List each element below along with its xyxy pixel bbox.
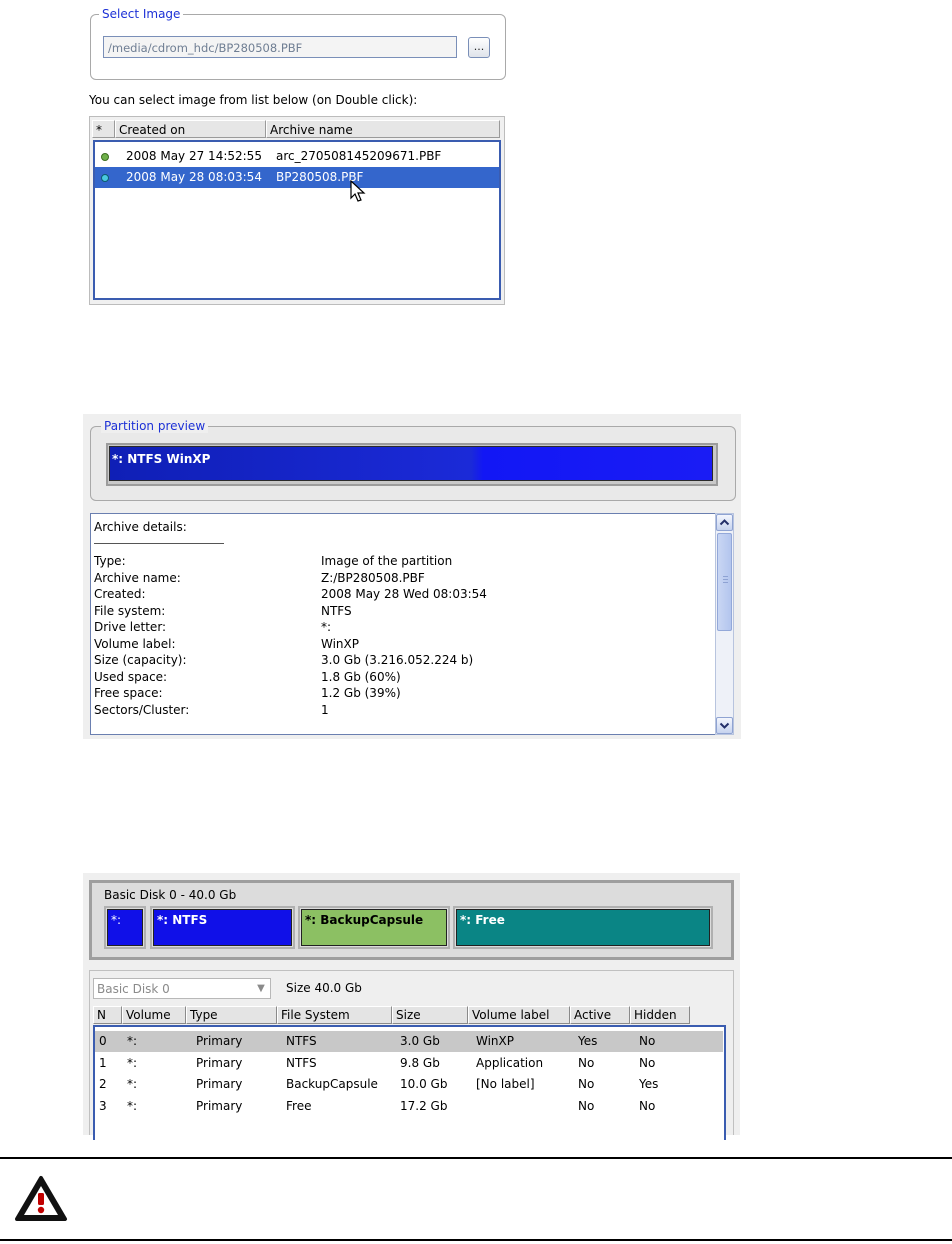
divider <box>94 543 224 544</box>
table-cell-hidden: Yes <box>639 1077 659 1091</box>
detail-label: Free space: <box>94 686 163 700</box>
table-cell-n: 0 <box>99 1034 107 1048</box>
column-header-volume[interactable]: Volume <box>122 1006 186 1024</box>
segment-label: *: <box>111 913 122 927</box>
detail-value: NTFS <box>321 603 352 618</box>
detail-label: Used space: <box>94 669 168 684</box>
table-cell-n: 2 <box>99 1077 107 1091</box>
table-cell-n: 3 <box>99 1098 107 1113</box>
table-cell-hidden: No <box>639 1098 656 1113</box>
table-cell-label: Application <box>476 1055 544 1070</box>
scroll-down-button[interactable] <box>716 717 733 734</box>
scroll-thumb[interactable] <box>717 533 732 631</box>
mouse-cursor-icon <box>350 180 366 204</box>
archive-details-title: Archive details: <box>94 520 187 534</box>
column-header-hidden[interactable]: Hidden <box>630 1006 690 1024</box>
scroll-up-button[interactable] <box>716 514 733 531</box>
disk-segment-0[interactable] <box>104 906 146 949</box>
select-image-legend: Select Image <box>99 7 183 21</box>
table-cell-fs: BackupCapsule <box>286 1077 378 1091</box>
column-header-file-system[interactable]: File System <box>277 1006 392 1024</box>
detail-label: Volume label: <box>94 636 176 651</box>
table-cell-active: No <box>578 1055 595 1070</box>
detail-value: 3.0 Gb (3.216.052.224 b) <box>321 653 474 667</box>
table-row[interactable] <box>95 1053 723 1074</box>
column-header-archive-name[interactable]: Archive name <box>266 120 500 138</box>
created-on-cell: 2008 May 27 14:52:55 <box>126 149 262 163</box>
table-cell-fs: NTFS <box>286 1034 317 1048</box>
table-cell-active: Yes <box>578 1034 598 1048</box>
detail-label: Drive letter: <box>94 620 167 634</box>
detail-label: Archive name: <box>94 570 181 585</box>
segment-label: *: NTFS <box>157 913 208 927</box>
table-cell-label: WinXP <box>476 1034 514 1048</box>
segment-label: *: Free <box>460 913 505 927</box>
table-cell-n: 1 <box>99 1055 107 1070</box>
divider <box>0 1239 952 1241</box>
partition-bar-label: *: NTFS WinXP <box>112 452 211 466</box>
table-cell-size: 17.2 Gb <box>400 1098 448 1113</box>
list-item-selected[interactable] <box>95 167 499 188</box>
chevron-down-icon <box>717 718 732 733</box>
detail-value: Image of the partition <box>321 554 453 568</box>
table-cell-fs: Free <box>286 1098 312 1113</box>
detail-value: 1.8 Gb (60%) <box>321 669 401 684</box>
detail-label: Type: <box>94 554 126 568</box>
detail-label: Size (capacity): <box>94 653 187 667</box>
detail-value: Z:/BP280508.PBF <box>321 570 425 585</box>
table-row[interactable] <box>95 1074 723 1095</box>
table-cell-hidden: No <box>639 1034 656 1048</box>
table-cell-fs: NTFS <box>286 1055 317 1070</box>
chevron-down-icon[interactable]: ▼ <box>257 983 265 994</box>
detail-value: *: <box>321 620 332 634</box>
column-header-size[interactable]: Size <box>392 1006 468 1024</box>
table-cell-volume: *: <box>127 1055 138 1070</box>
column-header-n[interactable]: N <box>93 1006 122 1024</box>
column-header-active[interactable]: Active <box>570 1006 630 1024</box>
disk-size-label: Size 40.0 Gb <box>286 981 362 995</box>
column-header-type[interactable]: Type <box>186 1006 277 1024</box>
table-cell-size: 10.0 Gb <box>400 1077 448 1091</box>
table-cell-type: Primary <box>196 1098 243 1113</box>
table-cell-volume: *: <box>127 1034 138 1048</box>
archive-name-cell: arc_270508145209671.PBF <box>276 149 442 163</box>
status-dot-icon <box>101 153 109 161</box>
list-item[interactable] <box>95 146 499 167</box>
table-cell-size: 9.8 Gb <box>400 1055 440 1070</box>
detail-label: Sectors/Cluster: <box>94 702 190 717</box>
disk-title: Basic Disk 0 - 40.0 Gb <box>104 888 237 902</box>
table-row[interactable] <box>95 1096 723 1117</box>
detail-value: 1.2 Gb (39%) <box>321 686 401 700</box>
detail-label: File system: <box>94 603 166 618</box>
warning-icon <box>14 1175 68 1223</box>
detail-label: Created: <box>94 587 146 601</box>
column-header-volume-label[interactable]: Volume label <box>468 1006 570 1024</box>
table-cell-active: No <box>578 1098 595 1113</box>
table-cell-volume: *: <box>127 1098 138 1113</box>
table-cell-type: Primary <box>196 1034 243 1048</box>
image-list-hint: You can select image from list below (on Double click): <box>89 93 418 107</box>
table-cell-label: [No label] <box>476 1077 535 1091</box>
partition-preview-legend: Partition preview <box>101 419 208 433</box>
segment-label: *: BackupCapsule <box>305 913 424 927</box>
status-dot-icon <box>101 174 109 182</box>
column-header-marker[interactable]: * <box>92 120 115 138</box>
detail-value: WinXP <box>321 636 359 651</box>
table-cell-hidden: No <box>639 1055 656 1070</box>
disk-segment-2[interactable] <box>298 906 450 949</box>
table-row[interactable] <box>95 1031 723 1052</box>
created-on-cell: 2008 May 28 08:03:54 <box>126 170 262 184</box>
disk-select[interactable]: Basic Disk 0 <box>93 978 271 999</box>
table-cell-type: Primary <box>196 1077 243 1091</box>
table-cell-size: 3.0 Gb <box>400 1034 440 1048</box>
detail-value: 1 <box>321 702 329 717</box>
table-cell-active: No <box>578 1077 595 1091</box>
archive-name-cell: BP280508.PBF <box>276 170 364 184</box>
table-cell-volume: *: <box>127 1077 138 1091</box>
disk-segment-3[interactable] <box>453 906 713 949</box>
table-cell-type: Primary <box>196 1055 243 1070</box>
column-header-created-on[interactable]: Created on <box>115 120 266 138</box>
volume-table-header <box>93 1006 690 1024</box>
divider <box>0 1157 952 1159</box>
browse-button[interactable]: ... <box>468 37 490 58</box>
chevron-up-icon <box>717 515 732 530</box>
image-list-header <box>92 120 500 138</box>
detail-value: 2008 May 28 Wed 08:03:54 <box>321 587 487 601</box>
image-path-input[interactable]: /media/cdrom_hdc/BP280508.PBF <box>103 36 457 58</box>
disk-segment-1[interactable] <box>150 906 295 949</box>
